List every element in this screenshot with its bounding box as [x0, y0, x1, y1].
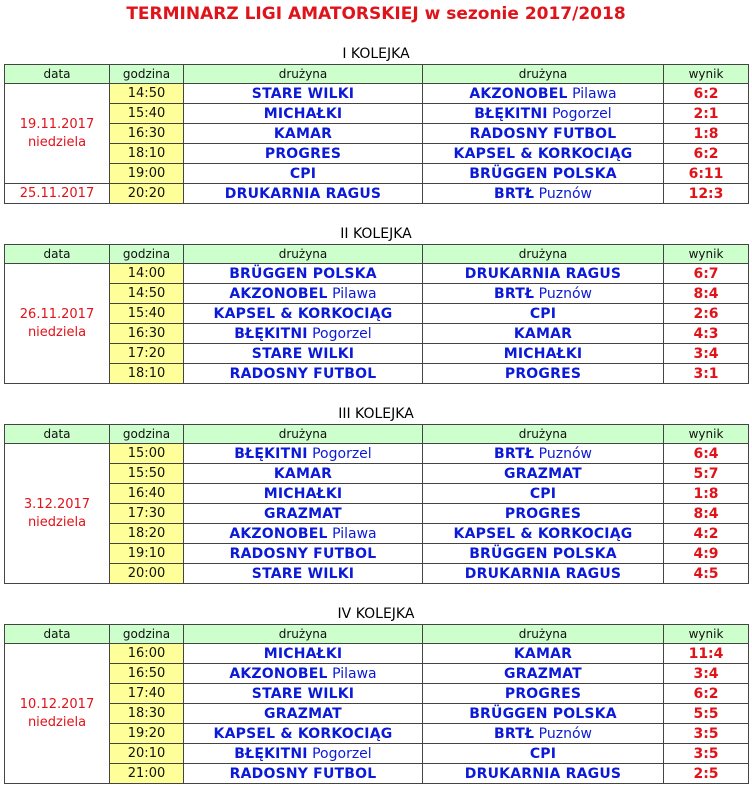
away-team: DRUKARNIA RAGUS	[423, 764, 664, 784]
home-team: DRUKARNIA RAGUS	[184, 184, 423, 204]
match-row	[5, 184, 749, 204]
page-title: TERMINARZ LIGI AMATORSKIEJ w sezonie 2017/2018	[126, 4, 626, 24]
home-team: MICHAŁKI	[184, 104, 423, 124]
match-score: 4:9	[664, 544, 749, 564]
match-time: 14:00	[110, 264, 184, 284]
away-team: PROGRES	[423, 364, 664, 384]
col-header-score: wynik	[664, 245, 749, 264]
away-team: GRAZMAT	[423, 464, 664, 484]
match-time: 21:00	[110, 764, 184, 784]
match-row	[5, 464, 749, 484]
match-time: 16:40	[110, 484, 184, 504]
round-title: III KOLEJKA	[338, 406, 414, 422]
home-team: KAPSEL & KORKOCIĄG	[184, 304, 423, 324]
match-row	[5, 684, 749, 704]
away-team: BRTŁ Puznów	[423, 184, 664, 204]
schedule-table	[4, 64, 749, 204]
match-row	[5, 304, 749, 324]
match-row	[5, 84, 749, 104]
match-time: 17:30	[110, 504, 184, 524]
round-3	[4, 404, 748, 584]
match-row	[5, 164, 749, 184]
col-header-team2: drużyna	[423, 625, 664, 644]
header-row	[5, 245, 749, 264]
match-row	[5, 704, 749, 724]
match-row	[5, 444, 749, 464]
match-time: 16:00	[110, 644, 184, 664]
col-header-team2: drużyna	[423, 65, 664, 84]
away-team: BŁĘKITNI Pogorzel	[423, 104, 664, 124]
match-day: niedziela	[27, 324, 87, 340]
home-team: STARE WILKI	[184, 344, 423, 364]
col-header-date: data	[5, 625, 110, 644]
round-2	[4, 224, 748, 384]
away-team: BRTŁ Puznów	[423, 724, 664, 744]
home-team: STARE WILKI	[184, 564, 423, 584]
match-time: 15:40	[110, 104, 184, 124]
match-time: 20:10	[110, 744, 184, 764]
match-time: 18:30	[110, 704, 184, 724]
match-time: 20:00	[110, 564, 184, 584]
match-time: 19:10	[110, 544, 184, 564]
col-header-score: wynik	[664, 65, 749, 84]
home-team: STARE WILKI	[184, 684, 423, 704]
match-time: 16:30	[110, 324, 184, 344]
away-team: DRUKARNIA RAGUS	[423, 264, 664, 284]
match-score: 8:4	[664, 504, 749, 524]
match-time: 17:20	[110, 344, 184, 364]
col-header-team2: drużyna	[423, 425, 664, 444]
home-team: MICHAŁKI	[184, 484, 423, 504]
match-row	[5, 364, 749, 384]
away-team: CPI	[423, 484, 664, 504]
match-row	[5, 504, 749, 524]
match-time: 15:50	[110, 464, 184, 484]
schedule-table	[4, 624, 749, 784]
match-score: 4:2	[664, 524, 749, 544]
col-header-score: wynik	[664, 625, 749, 644]
match-day: niedziela	[27, 714, 87, 730]
match-row	[5, 324, 749, 344]
home-team: AKZONOBEL Pilawa	[184, 524, 423, 544]
match-row	[5, 284, 749, 304]
match-date: 26.11.2017	[19, 306, 95, 322]
match-score: 4:3	[664, 324, 749, 344]
match-row	[5, 564, 749, 584]
match-score: 1:8	[664, 124, 749, 144]
match-date: 3.12.2017	[23, 496, 91, 512]
away-team: KAPSEL & KORKOCIĄG	[423, 524, 664, 544]
match-time: 16:30	[110, 124, 184, 144]
col-header-time: godzina	[110, 65, 184, 84]
col-header-team1: drużyna	[184, 625, 423, 644]
match-row	[5, 344, 749, 364]
match-date-cell	[5, 644, 110, 784]
match-score: 8:4	[664, 284, 749, 304]
match-score: 3:5	[664, 724, 749, 744]
header-row	[5, 65, 749, 84]
header-row	[5, 425, 749, 444]
match-row	[5, 484, 749, 504]
away-team: BRÜGGEN POLSKA	[423, 544, 664, 564]
away-team: MICHAŁKI	[423, 344, 664, 364]
round-title: II KOLEJKA	[340, 226, 412, 242]
away-team: KAPSEL & KORKOCIĄG	[423, 144, 664, 164]
home-team: KAMAR	[184, 464, 423, 484]
round-4	[4, 604, 748, 784]
col-header-date: data	[5, 65, 110, 84]
away-team: BRÜGGEN POLSKA	[423, 704, 664, 724]
match-time: 15:00	[110, 444, 184, 464]
schedule-table	[4, 424, 749, 584]
away-team: BRÜGGEN POLSKA	[423, 164, 664, 184]
match-row	[5, 524, 749, 544]
round-1	[4, 44, 748, 204]
col-header-time: godzina	[110, 625, 184, 644]
match-date: 19.11.2017	[19, 116, 95, 132]
match-time: 20:20	[110, 184, 184, 204]
match-date: 10.12.2017	[19, 696, 95, 712]
match-time: 19:00	[110, 164, 184, 184]
match-score: 2:6	[664, 304, 749, 324]
match-row	[5, 664, 749, 684]
col-header-time: godzina	[110, 425, 184, 444]
match-score: 5:5	[664, 704, 749, 724]
match-score: 6:4	[664, 444, 749, 464]
home-team: BŁĘKITNI Pogorzel	[184, 744, 423, 764]
match-score: 3:4	[664, 344, 749, 364]
col-header-team1: drużyna	[184, 425, 423, 444]
away-team: CPI	[423, 304, 664, 324]
home-team: KAMAR	[184, 124, 423, 144]
match-score: 2:1	[664, 104, 749, 124]
away-team: BRTŁ Puznów	[423, 444, 664, 464]
schedule-table	[4, 244, 749, 384]
home-team: GRAZMAT	[184, 504, 423, 524]
match-time: 14:50	[110, 284, 184, 304]
match-score: 6:11	[664, 164, 749, 184]
match-date-cell	[5, 84, 110, 184]
match-time: 16:50	[110, 664, 184, 684]
col-header-team2: drużyna	[423, 245, 664, 264]
col-header-date: data	[5, 245, 110, 264]
match-score: 5:7	[664, 464, 749, 484]
match-row	[5, 144, 749, 164]
home-team: BŁĘKITNI Pogorzel	[184, 324, 423, 344]
round-title: I KOLEJKA	[342, 46, 410, 62]
away-team: KAMAR	[423, 324, 664, 344]
away-team: BRTŁ Puznów	[423, 284, 664, 304]
home-team: AKZONOBEL Pilawa	[184, 664, 423, 684]
match-score: 6:2	[664, 84, 749, 104]
away-team: KAMAR	[423, 644, 664, 664]
away-team: PROGRES	[423, 504, 664, 524]
home-team: RADOSNY FUTBOL	[184, 764, 423, 784]
match-time: 18:10	[110, 364, 184, 384]
match-score: 6:2	[664, 684, 749, 704]
home-team: MICHAŁKI	[184, 644, 423, 664]
match-score: 11:4	[664, 644, 749, 664]
match-time: 14:50	[110, 84, 184, 104]
match-score: 3:4	[664, 664, 749, 684]
home-team: GRAZMAT	[184, 704, 423, 724]
home-team: RADOSNY FUTBOL	[184, 364, 423, 384]
home-team: RADOSNY FUTBOL	[184, 544, 423, 564]
match-row	[5, 764, 749, 784]
home-team: PROGRES	[184, 144, 423, 164]
match-score: 1:8	[664, 484, 749, 504]
home-team: KAPSEL & KORKOCIĄG	[184, 724, 423, 744]
col-header-date: data	[5, 425, 110, 444]
match-date: 25.11.2017	[5, 184, 110, 204]
match-row	[5, 744, 749, 764]
away-team: PROGRES	[423, 684, 664, 704]
match-date-cell	[5, 444, 110, 584]
match-row	[5, 544, 749, 564]
header-row	[5, 625, 749, 644]
match-score: 12:3	[664, 184, 749, 204]
match-row	[5, 124, 749, 144]
match-row	[5, 644, 749, 664]
match-time: 15:40	[110, 304, 184, 324]
match-date-cell	[5, 264, 110, 384]
match-day: niedziela	[27, 514, 87, 530]
match-time: 19:20	[110, 724, 184, 744]
match-score: 4:5	[664, 564, 749, 584]
match-score: 6:2	[664, 144, 749, 164]
match-time: 17:40	[110, 684, 184, 704]
match-row	[5, 264, 749, 284]
round-title: IV KOLEJKA	[337, 606, 415, 622]
match-score: 6:7	[664, 264, 749, 284]
away-team: GRAZMAT	[423, 664, 664, 684]
home-team: AKZONOBEL Pilawa	[184, 284, 423, 304]
away-team: RADOSNY FUTBOL	[423, 124, 664, 144]
home-team: BRÜGGEN POLSKA	[184, 264, 423, 284]
match-score: 2:5	[664, 764, 749, 784]
home-team: CPI	[184, 164, 423, 184]
col-header-team1: drużyna	[184, 65, 423, 84]
match-score: 3:5	[664, 744, 749, 764]
match-score: 3:1	[664, 364, 749, 384]
home-team: STARE WILKI	[184, 84, 423, 104]
away-team: CPI	[423, 744, 664, 764]
match-time: 18:20	[110, 524, 184, 544]
away-team: AKZONOBEL Pilawa	[423, 84, 664, 104]
col-header-team1: drużyna	[184, 245, 423, 264]
col-header-score: wynik	[664, 425, 749, 444]
home-team: BŁĘKITNI Pogorzel	[184, 444, 423, 464]
match-row	[5, 104, 749, 124]
match-time: 18:10	[110, 144, 184, 164]
match-day: niedziela	[27, 134, 87, 150]
match-row	[5, 724, 749, 744]
away-team: DRUKARNIA RAGUS	[423, 564, 664, 584]
col-header-time: godzina	[110, 245, 184, 264]
